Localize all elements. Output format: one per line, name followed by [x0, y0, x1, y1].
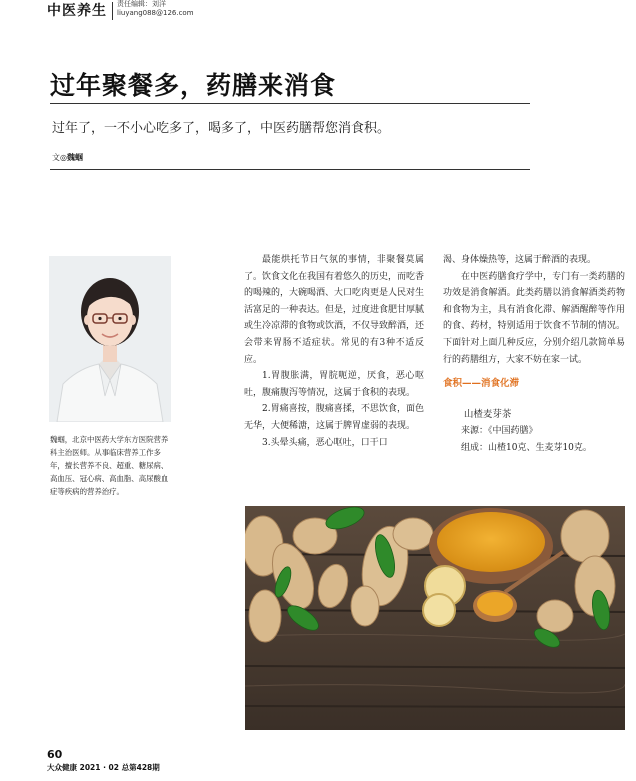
paragraph: 最能烘托节日气氛的事情，非聚餐莫属了。饮食文化在我国有着悠久的历史，而吃香的喝辣的，大碗喝酒、大口吃肉更是人民对生活富足的一种表达。但是，过度进食肥甘厚腻或生冷凉滞的食物或饮酒，不仅导致醉酒，还会带来胃肠不适症状。常见的有3种不适反应。	[244, 255, 425, 365]
byline	[52, 152, 83, 163]
ginger-photo	[245, 506, 625, 730]
paragraph: 3.头晕头痛，恶心呕吐，口干口	[262, 437, 388, 448]
paragraph: 2.胃痛喜按，腹痛喜揉，不思饮食，面色无华，大便稀溏，这属于脾胃虚弱的表现。	[244, 404, 424, 431]
title-rule	[50, 103, 530, 104]
article-title: 过年聚餐多，药膳来消食	[50, 71, 337, 100]
ginger-illustration	[245, 506, 625, 730]
page-number: 60	[47, 748, 63, 761]
section-heading: 食积——消食化滞	[443, 378, 520, 390]
author-portrait	[49, 256, 171, 422]
paragraph: 在中医药膳食疗学中，专门有一类药膳的功效是消食解酒。此类药膳以消食解酒类药物和食物为主，具有消食化滞、解酒醒醉等作用的食、药材，特别适用于饮食不节制的情况。下面针对上面几种反应，分别介绍几款简单易行的药膳组方，大家不妨在家一试。	[443, 271, 625, 365]
magazine-issue: 大众健康 2021 · 02 总第428期	[47, 763, 160, 772]
author-name: 魏蝈	[66, 153, 83, 162]
editor-name: 责任编辑：刘洋	[117, 0, 166, 8]
article-subtitle: 过年了，一不小心吃多了，喝多了，中医药膳帮您消食积。	[52, 121, 391, 136]
header-divider	[112, 2, 113, 20]
portrait-illustration	[49, 256, 171, 422]
byline-prefix: 文◎	[52, 153, 67, 162]
paragraph: 1.胃腹胀满，胃脘呃逆，厌食，恶心呕吐，腹痛腹泻等情况，这属于食积的表现。	[244, 371, 424, 398]
section-title: 中医养生	[47, 3, 107, 19]
recipe-name: 山楂麦芽茶	[463, 408, 512, 420]
body-column-right	[443, 252, 625, 457]
recipe-source: 来源：《中国药膳》	[461, 426, 538, 437]
body-column-left	[244, 252, 424, 451]
recipe-ingredients: 组成：山楂10克、生麦芽10克。	[461, 442, 592, 453]
paragraph: 渴、身体燥热等，这属于醉酒的表现。	[443, 255, 597, 265]
editor-email: liuyang088@126.com	[117, 9, 194, 17]
author-bio: 魏蝈，北京中医药大学东方医院营养科主治医师。从事临床营养工作多年，擅长营养不良、超重、糖尿病、高血压、冠心病、高血脂、高尿酸血症等疾病的营养治疗。	[50, 435, 169, 496]
byline-rule	[50, 169, 530, 170]
editor-info	[117, 0, 194, 18]
